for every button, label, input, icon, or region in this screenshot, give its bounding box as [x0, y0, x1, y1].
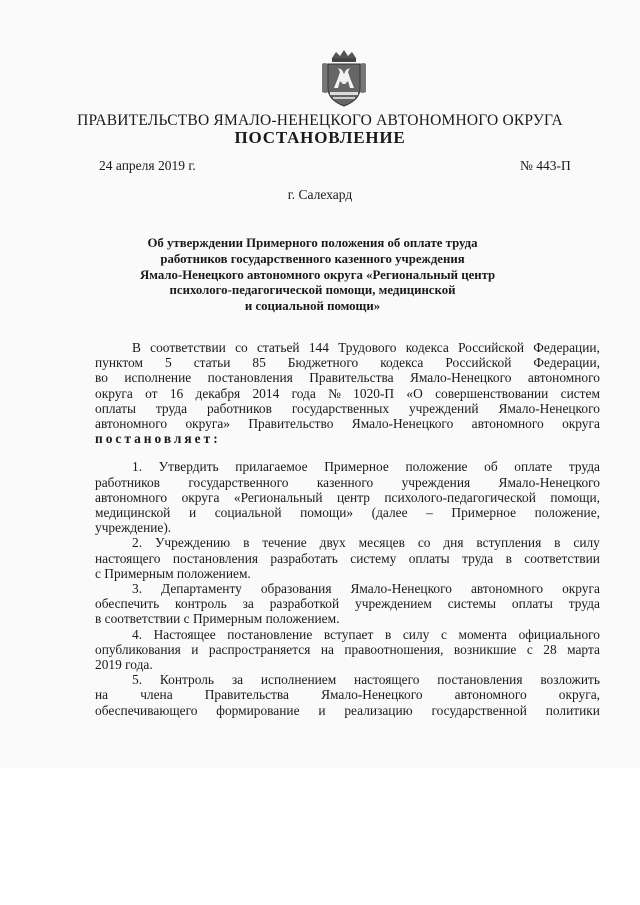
word: «Региональный	[233, 489, 323, 505]
word: положение,	[534, 505, 600, 521]
word: Правительство	[248, 416, 334, 432]
word: исполнение	[124, 370, 192, 386]
text-line	[95, 386, 600, 401]
word: двух	[319, 535, 346, 551]
word: пунктом	[95, 355, 143, 371]
text-line	[95, 627, 600, 642]
word: постановления	[172, 550, 259, 566]
word: оплате	[514, 459, 553, 475]
word: течение	[262, 535, 307, 551]
title-line: Об утверждении Примерного положения об оплате труда	[147, 236, 478, 250]
text-line	[95, 475, 600, 490]
word: постановления	[437, 672, 523, 688]
word: округа	[181, 489, 220, 505]
word: момента	[458, 626, 507, 642]
word: с	[526, 641, 533, 657]
text-line	[95, 703, 600, 718]
word: учреждения	[401, 474, 471, 490]
word: обеспечивающего	[95, 702, 198, 718]
word: Российской	[445, 355, 512, 371]
word: социальной	[214, 505, 282, 521]
text-line	[95, 672, 600, 687]
word: Бюджетного	[287, 355, 359, 371]
item-5-paragraph	[95, 672, 600, 718]
word: государственной	[431, 702, 527, 718]
word: возникшие	[453, 641, 517, 657]
document-number: № 443-П	[520, 158, 571, 173]
text-line: в соответствии с Примерным положением.	[95, 611, 340, 627]
word: округа»	[185, 416, 230, 432]
word: помощи,	[550, 489, 600, 505]
word: 5.	[132, 672, 143, 688]
word: Ямало-Ненецкого	[351, 416, 454, 432]
word: государственного	[188, 474, 289, 490]
word: 2.	[132, 535, 143, 551]
word: Ямало-Ненецкого	[409, 370, 512, 386]
document-date: 24 апреля 2019 г.	[99, 158, 196, 173]
word: труда	[568, 596, 600, 612]
text-line	[95, 535, 600, 550]
text-line: 2019 года.	[95, 657, 153, 673]
word: округа,	[558, 687, 600, 703]
word: (далее	[371, 505, 408, 521]
word: со	[235, 340, 248, 355]
item-1-paragraph	[95, 459, 600, 535]
title-line: и социальной помощи»	[244, 299, 381, 314]
word: Учреждению	[154, 535, 231, 551]
word: в	[505, 550, 512, 566]
text-line	[95, 490, 600, 505]
word: соответствии	[150, 340, 226, 355]
document-city: г. Салехард	[287, 187, 353, 202]
word: Примерное	[451, 505, 517, 521]
word: –	[426, 505, 433, 521]
word: постановления	[207, 370, 293, 386]
word: образования	[260, 581, 332, 597]
word: в	[384, 626, 392, 642]
word: настоящего	[95, 550, 161, 566]
word: автономного	[95, 416, 168, 432]
word: кодекса	[380, 355, 424, 371]
word: 85	[252, 355, 266, 371]
word: 16	[169, 385, 184, 401]
word: 4.	[132, 626, 143, 642]
word: в	[243, 535, 250, 551]
word: с	[440, 626, 447, 642]
word: систему	[350, 550, 397, 566]
word: совершенствовании	[435, 385, 549, 401]
word: и	[191, 641, 199, 657]
word: силу	[573, 535, 600, 551]
word: силу	[402, 626, 430, 642]
document-type: ПОСТАНОВЛЕНИЕ	[234, 128, 406, 147]
word: медицинской	[95, 505, 171, 521]
word: Примерное	[324, 459, 389, 475]
word: Федерации,	[533, 355, 600, 371]
word: учреждением	[355, 596, 432, 612]
word: реализацию	[344, 702, 413, 718]
word: Контроль	[159, 672, 215, 688]
word: 1020-П	[353, 385, 395, 401]
word: месяцев	[358, 535, 405, 551]
word: Утвердить	[158, 459, 219, 475]
word: дня	[443, 535, 464, 551]
word: об	[484, 459, 498, 475]
word: округа	[562, 416, 600, 432]
word: и	[188, 505, 197, 521]
word: вступает	[323, 626, 374, 642]
word: Ямало-Ненецкого	[498, 474, 600, 490]
word: Российской	[458, 340, 525, 355]
word: контроль	[175, 596, 227, 612]
word: декабря	[195, 385, 241, 401]
text-line	[95, 581, 600, 596]
word: разработать	[270, 550, 338, 566]
word: в	[554, 535, 561, 551]
word: формирование	[216, 702, 300, 718]
title-line: психолого-педагогической помощи, медицинской	[169, 283, 456, 298]
word: обеспечить	[95, 596, 160, 612]
word: автономного	[454, 687, 527, 703]
text-line	[95, 340, 600, 355]
word: Ямало-Ненецкого	[498, 400, 600, 416]
word: 3.	[132, 581, 143, 597]
word: «О	[406, 385, 423, 401]
text-line	[95, 642, 600, 657]
word: правоотношения,	[344, 641, 444, 657]
item-2-paragraph	[95, 535, 600, 581]
text-line	[95, 687, 600, 702]
word: Ямало-Ненецкого	[350, 581, 452, 597]
word: оплаты	[511, 596, 553, 612]
word: казенного	[316, 474, 374, 490]
word: марта	[567, 641, 600, 657]
word: статьей	[256, 340, 300, 355]
document-title	[140, 236, 496, 315]
word: автономного	[471, 416, 544, 432]
word: помощи»	[300, 505, 354, 521]
word: округа	[562, 581, 600, 597]
word: прилагаемое	[235, 459, 308, 475]
word: на	[320, 641, 334, 657]
word: Настоящее	[153, 626, 216, 642]
title-line: работников государственного казенного учреждения	[160, 251, 465, 266]
text-line	[95, 416, 600, 431]
word: государственных	[291, 400, 390, 416]
word: статьи	[193, 355, 231, 371]
word: во	[95, 370, 108, 386]
word: работников	[95, 474, 160, 490]
word: 5	[164, 355, 172, 371]
word: Трудового	[338, 340, 397, 355]
word: настоящего	[354, 672, 420, 688]
title-line: Ямало-Ненецкого автономного округа «Региональный центр	[140, 267, 496, 282]
word: №	[328, 385, 341, 401]
word: от	[145, 385, 158, 401]
word: вступления	[476, 535, 542, 551]
word: труда	[568, 459, 600, 475]
word: Ямало-Ненецкого	[321, 687, 423, 703]
word: со	[417, 535, 431, 551]
word: 1.	[132, 459, 143, 475]
word: оплаты	[95, 400, 136, 416]
word: округа	[95, 385, 133, 401]
word: политики	[545, 702, 600, 718]
document-body	[95, 340, 600, 718]
word: члена	[140, 687, 173, 703]
word: Правительства	[204, 687, 290, 703]
word: 144	[308, 340, 329, 355]
word: 2014	[252, 385, 280, 401]
text-line	[95, 355, 600, 370]
text-line	[95, 370, 600, 385]
word: Правительства	[309, 370, 394, 386]
preamble-paragraph	[95, 340, 600, 446]
word: Федерации,	[533, 340, 600, 355]
text-line	[95, 401, 600, 416]
text-line: с Примерным положением.	[95, 565, 251, 581]
word: работников	[206, 400, 272, 416]
text-line	[95, 551, 600, 566]
word: автономного	[95, 489, 168, 505]
coat-of-arms-icon	[318, 48, 370, 108]
word: положение	[405, 459, 468, 475]
word: кодекса	[405, 340, 449, 355]
word: года	[291, 385, 316, 401]
word: центр	[336, 489, 370, 505]
text-line	[95, 505, 600, 520]
word: автономного	[527, 370, 600, 386]
word: исполнением	[260, 672, 337, 688]
word: разработкой	[269, 596, 340, 612]
word: распространяется	[208, 641, 311, 657]
word: Департаменту	[161, 581, 242, 597]
word: на	[95, 687, 109, 703]
word: психолого-педагогической	[384, 489, 536, 505]
text-line	[95, 596, 600, 611]
government-name: ПРАВИТЕЛЬСТВО ЯМАЛО-НЕНЕЦКОГО АВТОНОМНОГО ОКРУГА	[77, 112, 563, 129]
word: официального	[518, 626, 600, 642]
word: автономного	[470, 581, 544, 597]
word: систем	[560, 385, 600, 401]
item-3-paragraph	[95, 581, 600, 627]
word: 28	[543, 641, 557, 657]
word: постановление	[227, 626, 313, 642]
word: соответствии	[524, 550, 600, 566]
word: за	[231, 672, 244, 688]
text-line	[95, 459, 600, 474]
word: системы	[447, 596, 497, 612]
text-line: постановляет:	[95, 431, 221, 447]
word: и	[318, 702, 326, 718]
text-line: учреждение).	[95, 520, 172, 536]
word: за	[242, 596, 254, 612]
word: труда	[155, 400, 188, 416]
word: учреждений	[408, 400, 479, 416]
word: опубликования	[95, 641, 181, 657]
word: оплаты	[408, 550, 450, 566]
word: возложить	[540, 672, 600, 688]
item-4-paragraph	[95, 627, 600, 673]
word: В	[132, 340, 141, 355]
word: труда	[462, 550, 494, 566]
